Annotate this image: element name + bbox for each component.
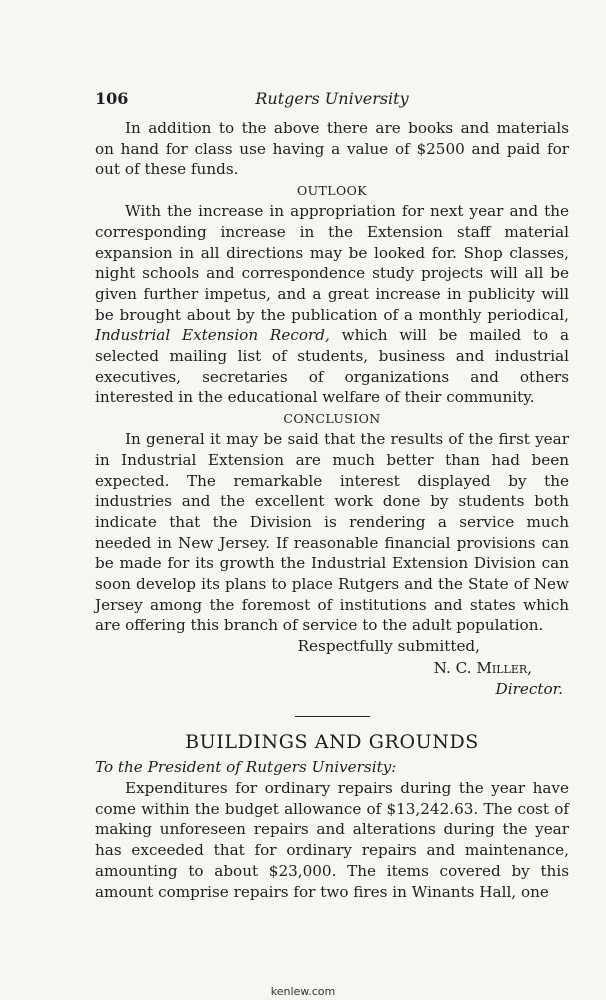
body-text xyxy=(95,118,569,902)
salutation: To the President of Rutgers University: xyxy=(95,758,397,777)
section-title-buildings: BUILDINGS AND GROUNDS xyxy=(185,731,479,754)
paragraph-buildings: Expenditures for ordinary repairs during the year have come within the budget allowance of $13,242.63. The cost of making unforeseen repairs and alterations during the year has exceeded that for ordinary repairs and maintenance, amounting to about $23,000. The items covered by this amount comprise repairs for two fires in Winants Hall, one xyxy=(95,778,569,901)
signoff-closing: Respectfully submitted, xyxy=(297,637,480,656)
signoff-name xyxy=(95,658,569,679)
paragraph-conclusion: In general it may be said that the results of the first year in Industrial Extension are much better than had been expected. The remarkable interest displayed by the industries and the excellent work done by students both indicate that the Division is rendering a service much needed in New Jersey. If reasonable financial provisions can be made for its growth the Industrial Extension Division can soon develop its plans to place Rutgers and the State of New Jersey among the foremost of institutions and states which are offering this branch of service to the adult population. xyxy=(95,430,569,635)
signoff-surname: Miller, xyxy=(476,658,532,677)
running-head xyxy=(95,89,569,111)
watermark: kenlew.com xyxy=(270,985,336,998)
outlook-text-before: With the increase in appropriation for next year and the corresponding increase in the Extension staff material expansion in all directions may be looked for. Shop classes, night schools and correspondence study projects will all be given further impetus, and a great increase in publicity will be brought about by the publication of a monthly periodical, xyxy=(95,202,569,324)
outlook-text-after: which will be mailed to a selected mailing list of students, business and industrial executives, secretaries of organizations and others interested in the educational welfare of their community. xyxy=(95,326,570,407)
signoff-title: Director. xyxy=(495,679,563,698)
publication-title: Industrial Extension Record, xyxy=(95,326,330,345)
conclusion-heading: CONCLUSION xyxy=(283,411,381,427)
outlook-heading: OUTLOOK xyxy=(296,183,368,199)
section-divider xyxy=(295,716,370,717)
page-number: 106 xyxy=(95,89,129,108)
paragraph-materials: In addition to the above there are books and materials on hand for class use having a value of $2500 and paid for out of these funds. xyxy=(95,119,569,179)
running-title: Rutgers University xyxy=(255,89,409,108)
signoff-initials: N. C. xyxy=(433,658,477,677)
paragraph-outlook xyxy=(95,201,569,408)
